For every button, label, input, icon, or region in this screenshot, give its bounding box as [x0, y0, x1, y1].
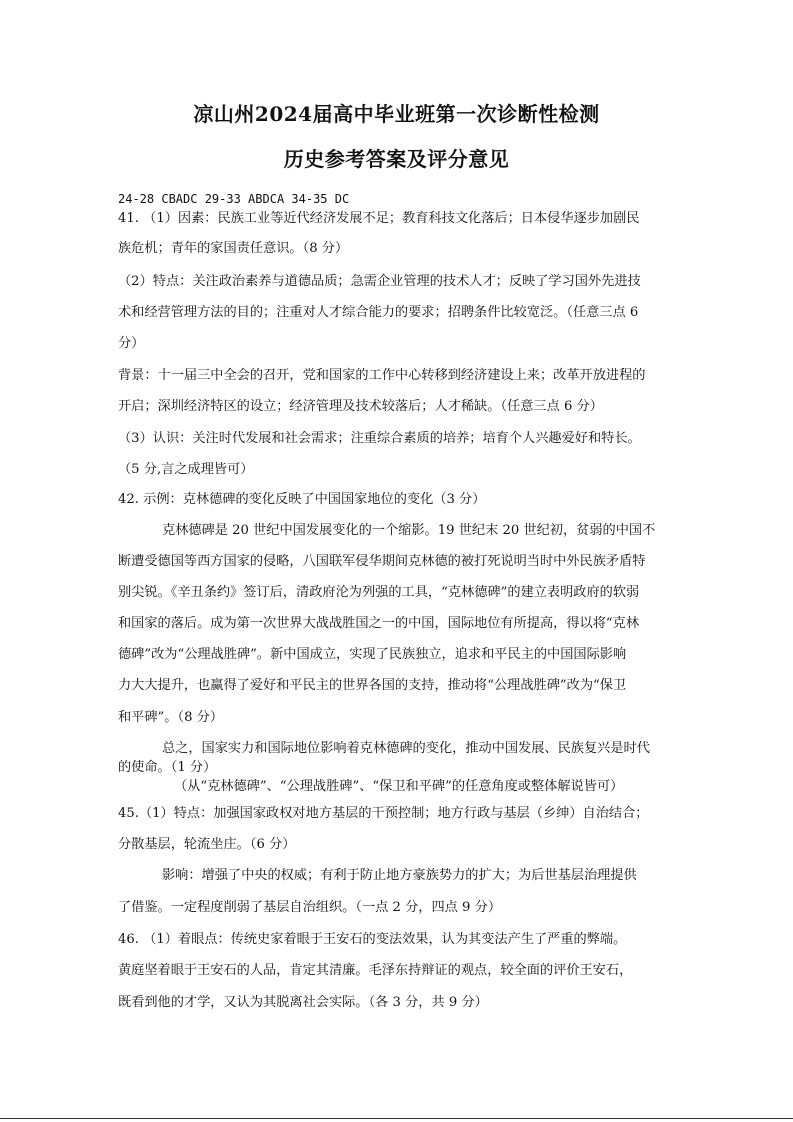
- q41-line: （2）特点：关注政治素养与道德品质；急需企业管理的技术人才；反映了学习国外先进技: [118, 274, 641, 289]
- q42-line: 42. 示例：克林德碑的变化反映了中国国家地位的变化（3 分）: [118, 492, 486, 507]
- q42-line: 总之，国家实力和国际地位影响着克林德碑的变化，推动中国发展、民族复兴是时代: [162, 741, 650, 756]
- q42-line: 和平碑”。（8 分）: [118, 710, 224, 725]
- q42-line: 力大大提升，也赢得了爱好和平民主的世界各国的支持，推动将“公理战胜碑”改为“保卫: [118, 678, 627, 693]
- q41-line: 术和经营管理方法的目的；注重对人才综合能力的要求；招聘条件比较宽泛。（任意三点 6: [118, 305, 639, 320]
- q46-line: 46. （1）着眼点：传统史家着眼于王安石的变法效果，认为其变法产生了严重的弊端。: [118, 932, 627, 947]
- q41-line: 开启；深圳经济特区的设立；经济管理及技术较落后；人才稀缺。（任意三点 6 分）: [118, 399, 603, 414]
- q41-line: 41. （1）因素：民族工业等近代经济发展不足；教育科技文化落后；日本侵华逐步加剧民: [118, 211, 640, 226]
- q41-line: 背景：十一届三中全会的召开，党和国家的工作中心转移到经济建设上来；改革开放进程的: [118, 368, 646, 383]
- q41-line: 分）: [118, 336, 145, 351]
- q42-line: 断遭受德国等西方国家的侵略，八国联军侵华期间克林德的被打死说明当时中外民族矛盾特: [118, 554, 646, 569]
- q45-line: 了借鉴。一定程度削弱了基层自治组织。（一点 2 分，四点 9 分）: [118, 900, 502, 915]
- page-bottom-rule: [0, 1118, 793, 1119]
- q45-line: 影响：增强了中央的权威；有利于防止地方豪族势力的扩大；为后世基层治理提供: [162, 868, 637, 883]
- q46-line: 黄庭坚着眼于王安石的人品，肯定其清廉。毛泽东持辩证的观点，较全面的评价王安石，: [118, 963, 633, 978]
- q45-line: 分散基层，轮流坐庄。（6 分）: [118, 837, 296, 852]
- q42-line: 德碑”改为“公理战胜碑”。新中国成立，实现了民族独立，追求和平民主的中国国际影响: [118, 647, 627, 662]
- document-subtitle: 历史参考答案及评分意见: [283, 147, 510, 171]
- q41-line: （3）认识：关注时代发展和社会需求；注重综合素质的培养；培育个人兴趣爱好和特长。: [118, 431, 641, 446]
- q46-line: 既看到他的才学，又认为其脱离社会实际。（各 3 分，共 9 分）: [118, 995, 488, 1010]
- q42-line: 的使命。（1 分）: [118, 760, 217, 775]
- q42-line: 和国家的落后。成为第一次世界大战战胜国之一的中国，国际地位有所提高，得以将“克林: [118, 616, 640, 631]
- q42-note: （从“克林德碑”、“公理战胜碑”、“保卫和平碑”的任意角度或整体解说皆可）: [174, 779, 624, 794]
- choice-answers: 24-28 CBADC 29-33 ABDCA 34-35 DC: [118, 192, 350, 206]
- q42-line: 别尖锐。《辛丑条约》签订后，清政府沦为列强的工具，“克林德碑”的建立表明政府的软弱: [118, 585, 640, 600]
- q45-line: 45.（1）特点：加强国家政权对地方基层的干预控制；地方行政与基层（乡绅）自治结合；: [118, 806, 649, 821]
- document-title: 凉山州2024届高中毕业班第一次诊断性检测: [193, 102, 600, 126]
- q41-line: （5 分,言之成理皆可）: [118, 462, 254, 477]
- q42-line: 克林德碑是 20 世纪中国发展变化的一个缩影。19 世纪末 20 世纪初，贫弱的中国不: [162, 523, 656, 538]
- q41-line: 族危机；青年的家国责任意识。（8 分）: [118, 241, 349, 256]
